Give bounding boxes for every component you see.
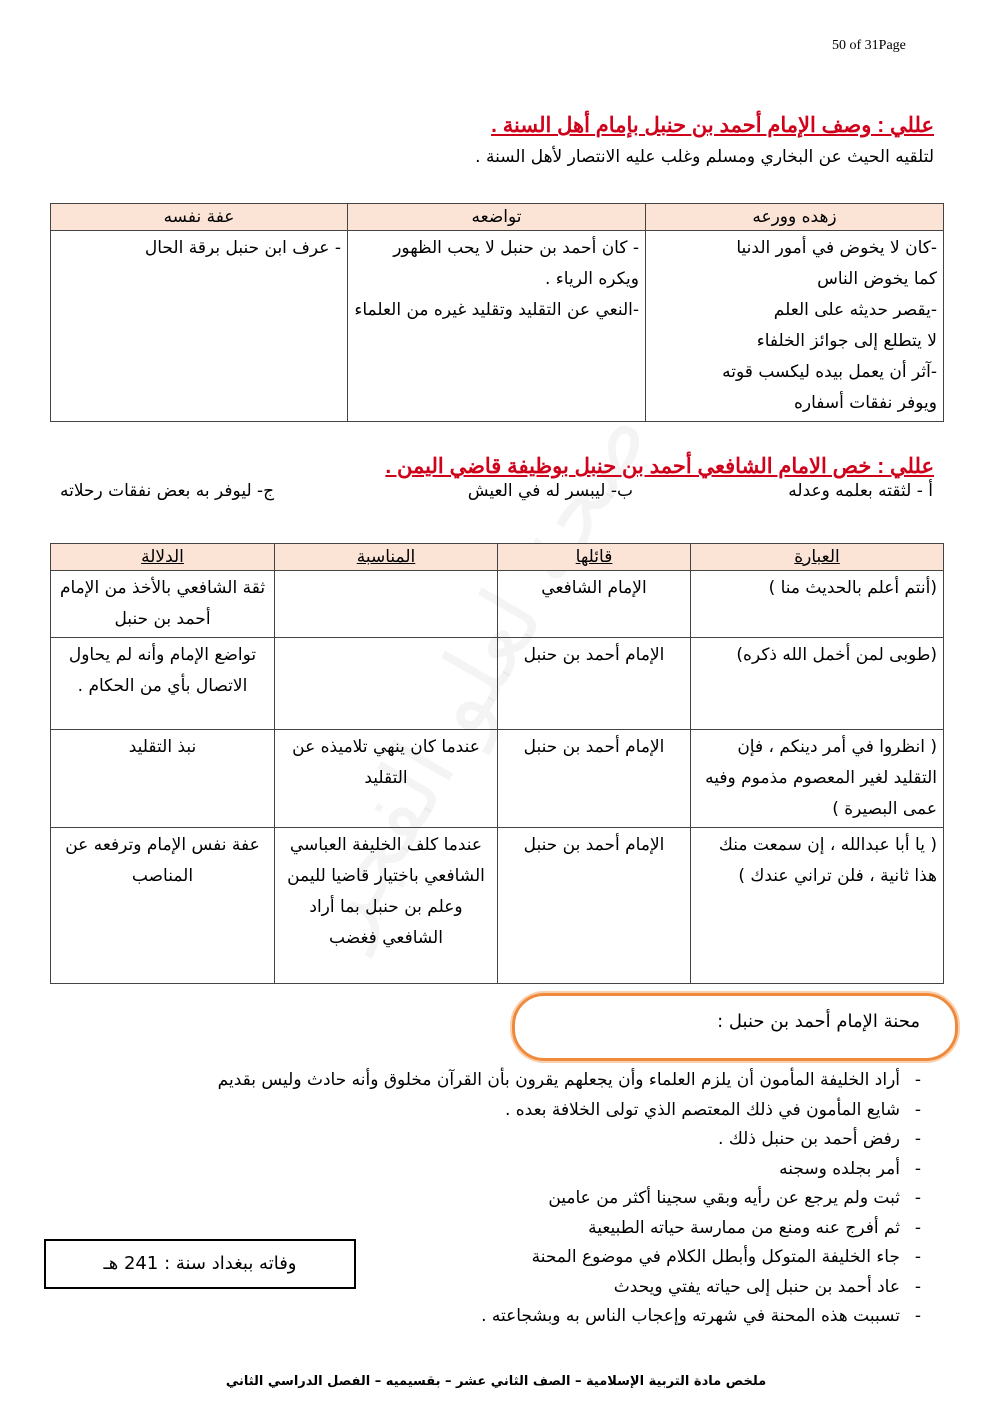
quotes-table <box>50 543 944 984</box>
quote-occasion: عندما كلف الخليفة العباسي الشافعي باختيار قاضيا لليمن وعلم بن حنبل بما أراد الشافعي فغضب <box>275 828 498 984</box>
traits-header-asceticism: زهده وورعه <box>646 204 944 231</box>
quote-meaning: نبذ التقليد <box>51 730 275 828</box>
section3-title: محنة الإمام أحمد بن حنبل : <box>717 1011 920 1032</box>
list-item: - تسببت هذه المحنة في شهرته وإعجاب الناس به وبشجاعته . <box>70 1302 930 1332</box>
list-item: - رفض أحمد بن حنبل ذلك . <box>70 1125 930 1155</box>
traits-cell-humility <box>348 231 646 422</box>
quote-speaker: الإمام أحمد بن حنبل <box>498 828 691 984</box>
section2-options <box>60 481 933 509</box>
section2-heading: عللي : خص الامام الشافعي أحمد بن حنبل بوظيفة قاضي اليمن . <box>385 455 934 478</box>
traits-line: - عرف ابن حنبل برقة الحال <box>144 238 341 258</box>
ordeal-events-list <box>70 1066 930 1332</box>
list-item: - عاد أحمد بن حنبل إلى حياته يفتي ويحدث <box>70 1273 930 1303</box>
quotes-header-speaker: قائلها <box>498 544 691 571</box>
traits-line: -آثر أن يعمل بيده ليكسب قوته <box>722 362 937 382</box>
quote-phrase: ( يا أبا عبدالله ، إن سمعت منك هذا ثانية ، فلن تراني عندك ) <box>691 828 944 984</box>
list-item: - ثم أفرج عنه ومنع من ممارسة حياته الطبيعية <box>70 1214 930 1244</box>
section1-heading: عللي : وصف الإمام أحمد بن حنبل بإمام أهل السنة . <box>491 114 934 137</box>
quote-speaker: الإمام أحمد بن حنبل <box>498 730 691 828</box>
list-item: - أراد الخليفة المأمون أن يلزم العلماء وأن يجعلهم يقرون بأن القرآن مخلوق وأنه حادث وليس بقديم <box>70 1066 930 1096</box>
table-row <box>51 730 944 828</box>
option-b: ب- ليبسر له في العيش <box>467 481 633 501</box>
quote-speaker: الإمام أحمد بن حنبل <box>498 638 691 730</box>
quotes-header-meaning: الدلالة <box>51 544 275 571</box>
traits-line: - كان أحمد بن حنبل لا يحب الظهور ويكره الرياء . <box>393 238 639 289</box>
quote-occasion: عندما كان ينهي تلاميذه عن التقليد <box>275 730 498 828</box>
traits-line: -كان لا يخوض في أمور الدنيا <box>736 238 937 258</box>
quote-phrase: (طوبى لمن أخمل الله ذكره) <box>691 638 944 730</box>
option-c: ج- ليوفر به بعض نفقات رحلاته <box>60 481 275 501</box>
section1-answer: لتلقيه الحيث عن البخاري ومسلم وغلب عليه الانتصار لأهل السنة . <box>475 147 934 167</box>
table-row <box>51 571 944 638</box>
table-row <box>51 828 944 984</box>
quotes-header-occasion: المناسبة <box>275 544 498 571</box>
traits-cell-chastity <box>51 231 348 422</box>
list-item: - ثبت ولم يرجع عن رأيه وبقي سجينا أكثر من عامين <box>70 1184 930 1214</box>
traits-header-humility: تواضعه <box>348 204 646 231</box>
traits-header-chastity: عفة نفسه <box>51 204 348 231</box>
page-number: 50 of 31Page <box>832 38 906 53</box>
list-item: - شايع المأمون في ذلك المعتصم الذي تولى الخلافة بعده . <box>70 1096 930 1126</box>
table-row <box>51 638 944 730</box>
traits-line: ويوفر نفقات أسفاره <box>793 393 937 413</box>
page-footer: ملخص مادة التربية الإسلامية – الصف الثاني عشر – بقسيميه – الفصل الدراسي الثاني <box>225 1374 767 1389</box>
option-a: أ - لثقته بعلمه وعدله <box>788 481 933 501</box>
list-item: - أمر بجلده وسجنه <box>70 1155 930 1185</box>
quote-speaker: الإمام الشافعي <box>498 571 691 638</box>
traits-line: -يقصر حديثه على العلم <box>773 300 937 320</box>
quotes-header-phrase: العبارة <box>691 544 944 571</box>
quote-phrase: (أنتم أعلم بالحديث منا ) <box>691 571 944 638</box>
traits-line: كما يخوض الناس <box>817 269 937 289</box>
death-note-box: وفاته ببغداد سنة : 241 هـ <box>44 1239 356 1289</box>
traits-line: لا يتطلع إلى جوائز الخلفاء <box>756 331 937 351</box>
quote-occasion <box>275 638 498 730</box>
quote-occasion <box>275 571 498 638</box>
traits-table <box>50 203 944 422</box>
list-item: - جاء الخليفة المتوكل وأبطل الكلام في موضوع المحنة <box>70 1243 930 1273</box>
quote-meaning: تواضع الإمام وأنه لم يحاول الاتصال بأي من الحكام . <box>51 638 275 730</box>
quote-meaning: ثقة الشافعي بالأخذ من الإمام أحمد بن حنبل <box>51 571 275 638</box>
traits-cell-asceticism <box>646 231 944 422</box>
traits-line: -النعي عن التقليد وتقليد غيره من العلماء <box>354 300 639 320</box>
quote-meaning: عفة نفس الإمام وترفعه عن المناصب <box>51 828 275 984</box>
quote-phrase: ( انظروا في أمر دينكم ، فإن التقليد لغير المعصوم مذموم وفيه عمى البصيرة ) <box>691 730 944 828</box>
